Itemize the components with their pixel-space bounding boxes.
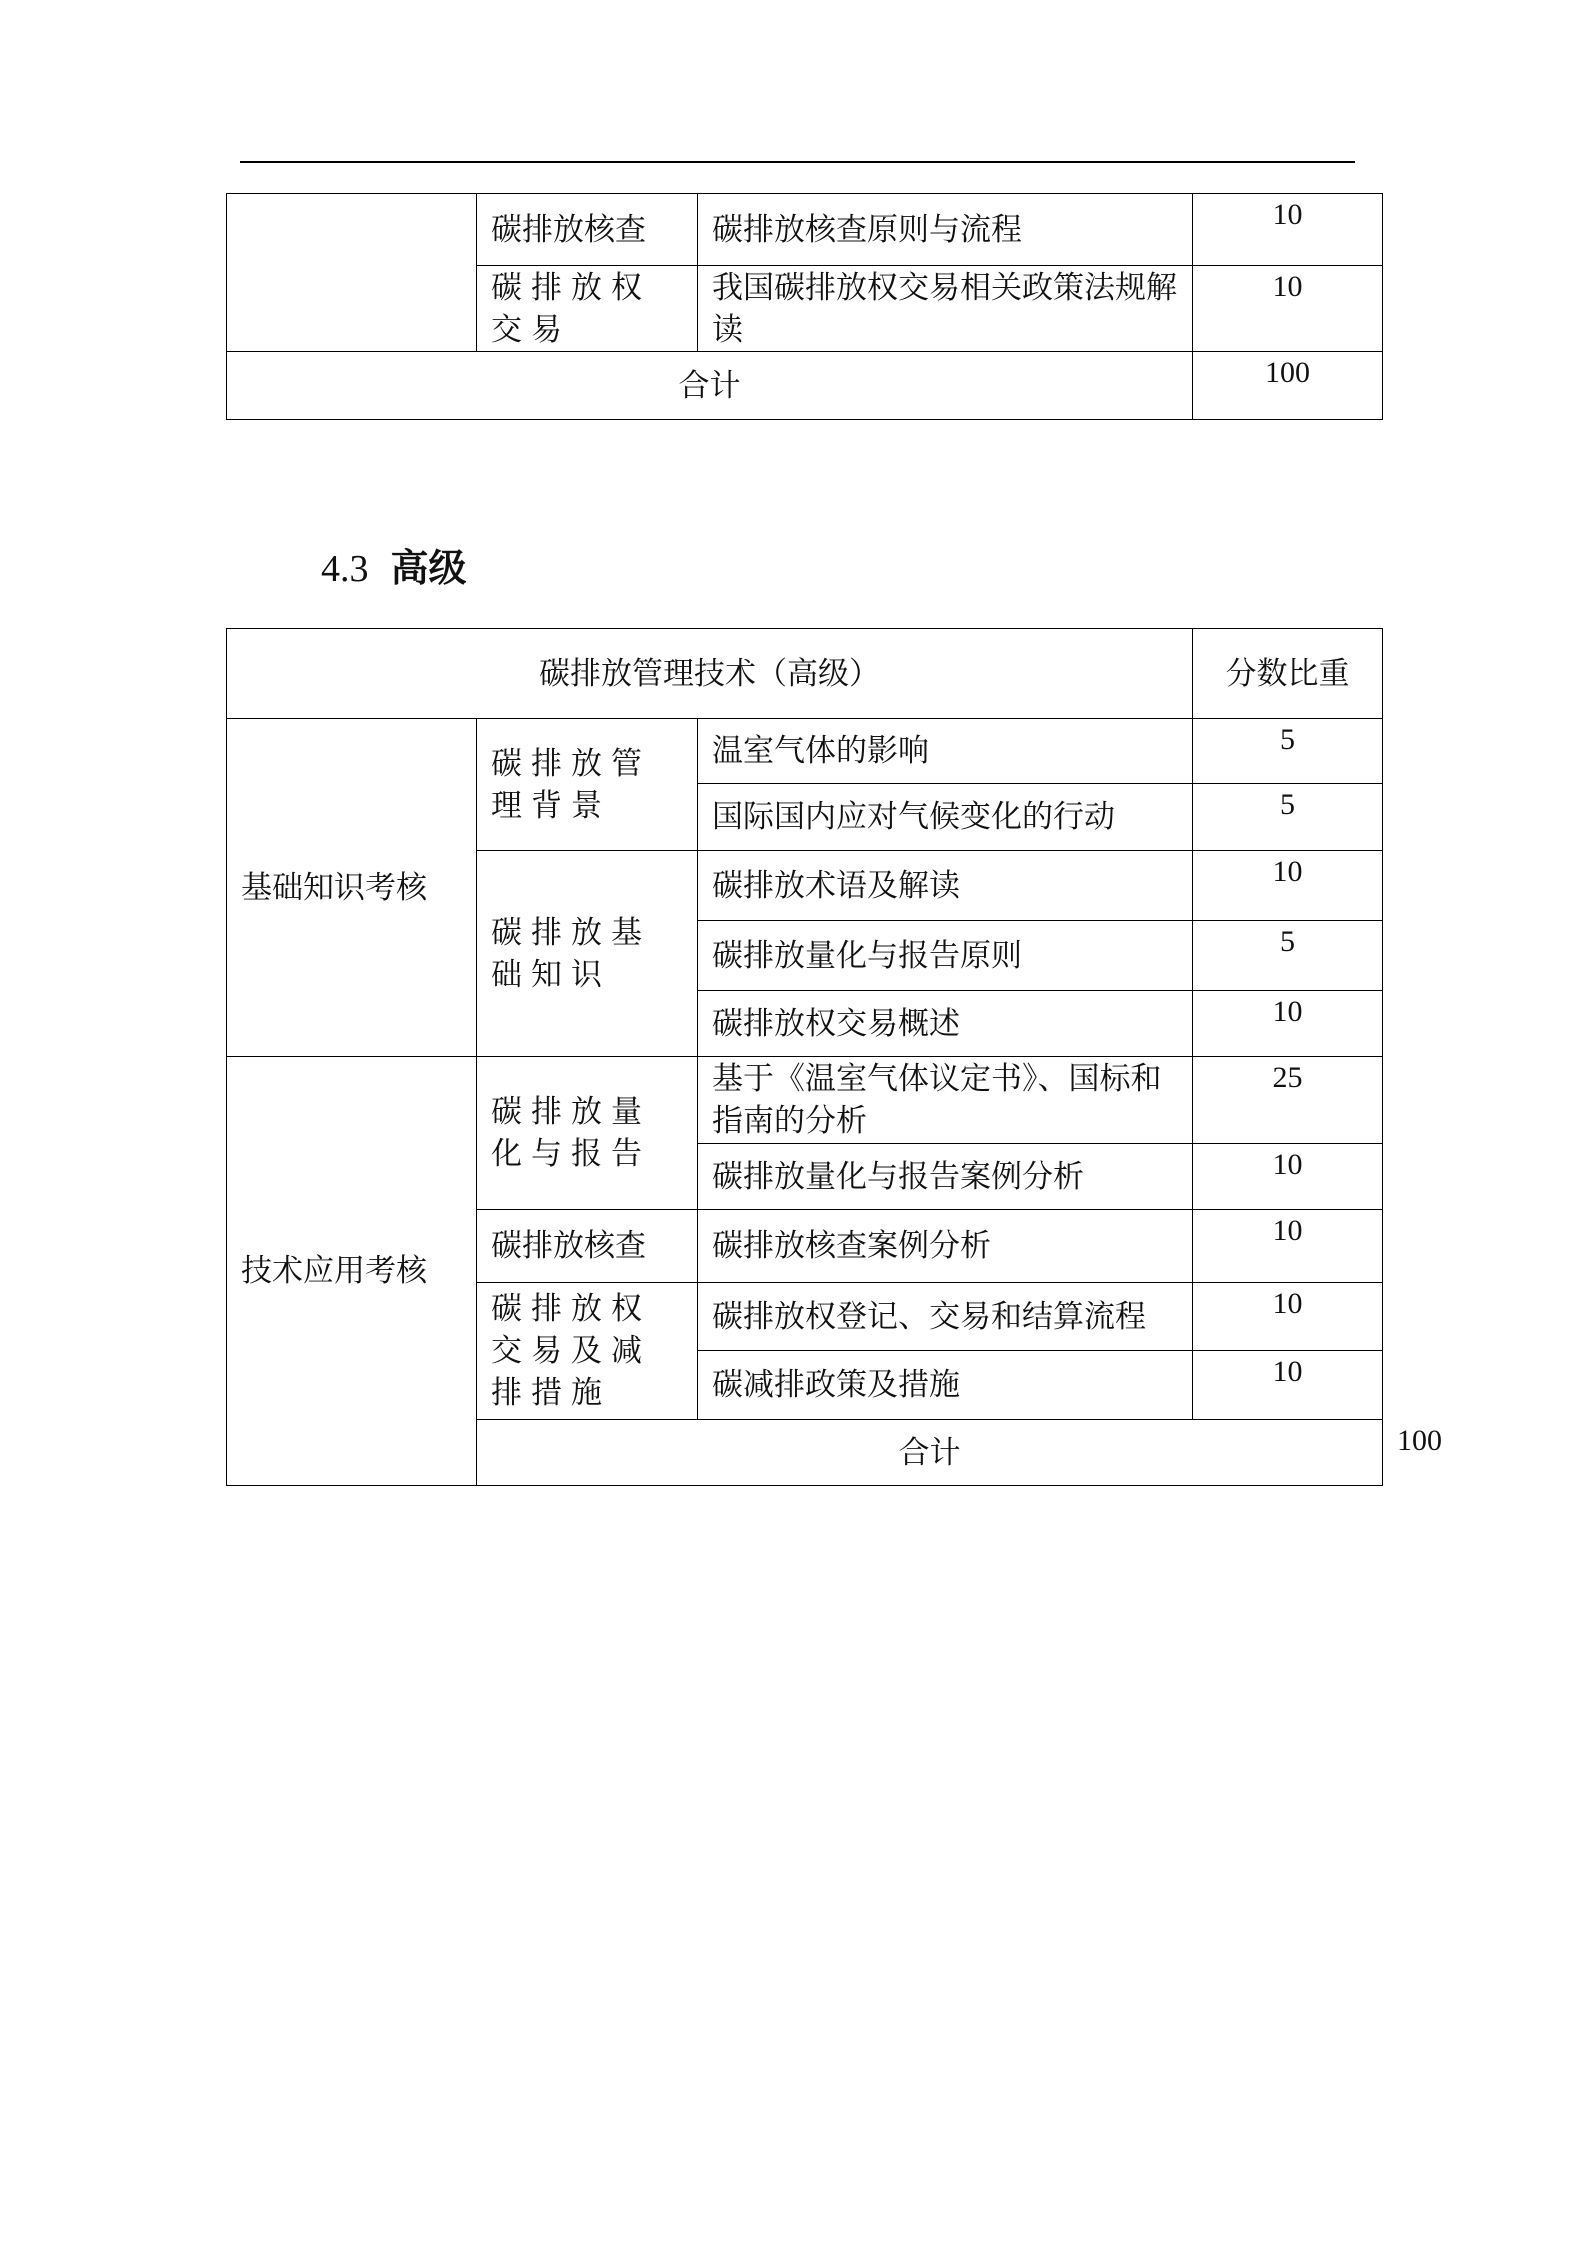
content-cell: 碳减排政策及措施 (698, 1351, 1193, 1420)
table-row (227, 719, 1383, 784)
subcategory-cell: 碳排放权交易及减排措施 (477, 1283, 698, 1420)
section-heading (321, 540, 467, 597)
table-header-row (227, 629, 1383, 719)
total-label: 合计 (227, 352, 1193, 420)
content-cell: 我国碳排放权交易相关政策法规解读 (698, 266, 1193, 352)
scoring-table-intermediate-continued (226, 193, 1383, 420)
total-row (227, 352, 1383, 420)
table-row (227, 194, 1383, 266)
scoring-table-advanced (226, 628, 1443, 1486)
score-cell: 5 (1193, 921, 1383, 991)
content-cell: 碳排放核查原则与流程 (698, 194, 1193, 266)
weight-header: 分数比重 (1193, 629, 1383, 719)
content-cell: 碳排放权登记、交易和结算流程 (698, 1283, 1193, 1351)
content-cell: 碳排放量化与报告案例分析 (698, 1144, 1193, 1210)
total-label: 合计 (477, 1420, 1383, 1486)
subcategory-cell: 碳排放管理背景 (477, 719, 698, 851)
score-cell: 10 (1193, 266, 1383, 352)
score-cell: 10 (1193, 1283, 1383, 1351)
section-number: 4.3 (321, 548, 369, 590)
section-title: 高级 (390, 546, 467, 590)
subcategory-cell: 碳排放量化与报告 (477, 1057, 698, 1210)
content-cell: 基于《温室气体议定书》、国标和指南的分析 (698, 1057, 1193, 1144)
total-score: 100 (1193, 352, 1383, 420)
score-cell: 10 (1193, 1351, 1383, 1420)
score-cell: 25 (1193, 1057, 1383, 1144)
category-cell: 基础知识考核 (227, 719, 477, 1057)
table-title: 碳排放管理技术（高级） (227, 629, 1193, 719)
score-cell: 5 (1193, 719, 1383, 784)
score-cell: 10 (1193, 1210, 1383, 1283)
score-cell: 10 (1193, 991, 1383, 1057)
score-cell: 10 (1193, 1144, 1383, 1210)
category-cell: 技术应用考核 (227, 1057, 477, 1486)
total-row: 合计 100 (227, 1420, 1383, 1486)
score-cell: 10 (1193, 194, 1383, 266)
content-cell: 碳排放核查案例分析 (698, 1210, 1193, 1283)
subcategory-cell: 碳排放基础知识 (477, 851, 698, 1057)
content-cell: 温室气体的影响 (698, 719, 1193, 784)
content-cell: 碳排放权交易概述 (698, 991, 1193, 1057)
table-row (227, 1057, 1383, 1144)
subcategory-cell: 碳排放核查 (477, 1210, 698, 1283)
content-cell: 国际国内应对气候变化的行动 (698, 784, 1193, 851)
content-cell: 碳排放术语及解读 (698, 851, 1193, 921)
score-cell: 5 (1193, 784, 1383, 851)
page-header-rule (240, 161, 1355, 163)
category-cell-empty (227, 194, 477, 352)
subcategory-cell: 碳排放权交易 (477, 266, 698, 352)
subcategory-cell: 碳排放核查 (477, 194, 698, 266)
content-cell: 碳排放量化与报告原则 (698, 921, 1193, 991)
score-cell: 10 (1193, 851, 1383, 921)
